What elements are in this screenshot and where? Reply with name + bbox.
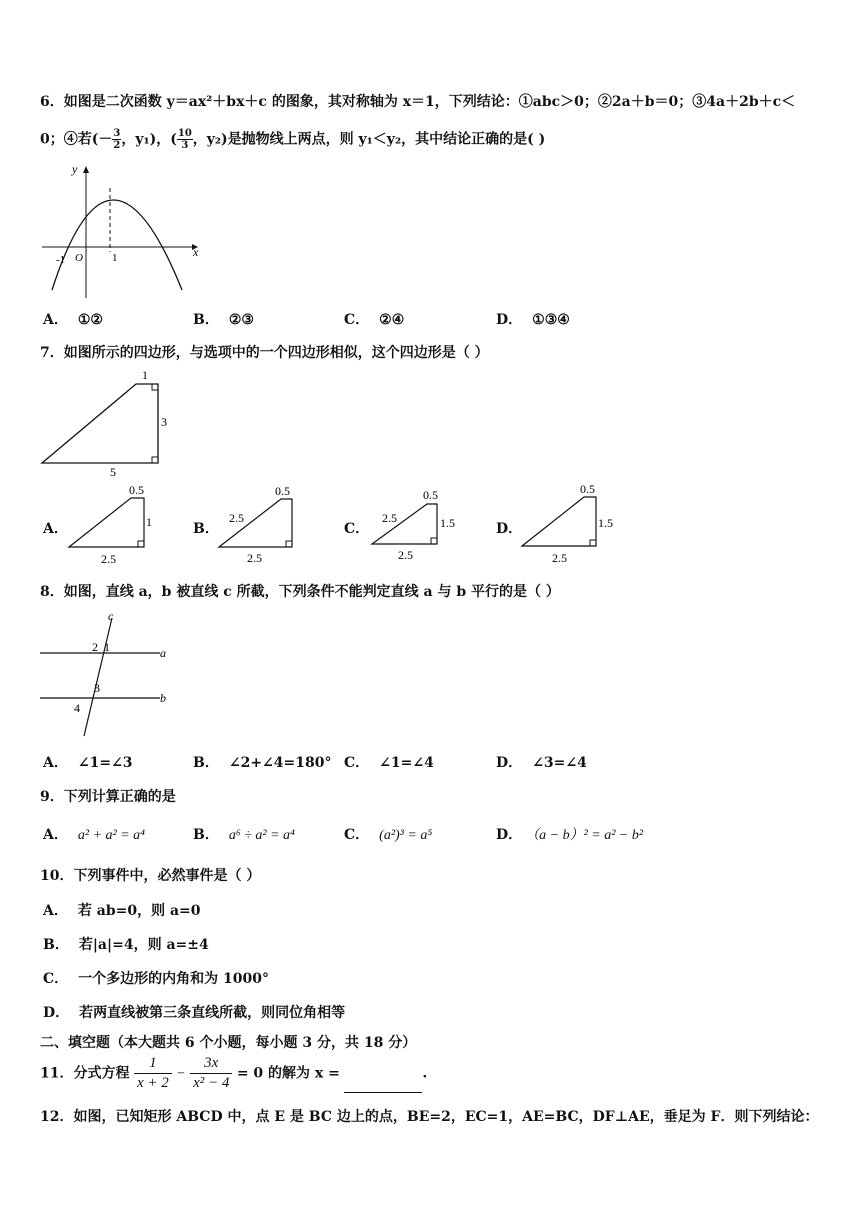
q8-angle-4-label: 4	[74, 701, 80, 715]
q6-one-label: 1	[112, 252, 118, 264]
q7-main-quadrilateral	[40, 368, 170, 478]
q6-y-label: y	[72, 162, 78, 176]
svg-text:1: 1	[146, 515, 152, 529]
svg-text:0.5: 0.5	[580, 482, 595, 496]
q8-angle-2-label: 2	[92, 640, 98, 654]
q9-option-a[interactable]: A． a² + a² = a⁴	[43, 827, 146, 843]
svg-text:2.5: 2.5	[247, 551, 262, 565]
q10-option-c[interactable]: C． 一个多边形的内角和为 1000°	[43, 971, 269, 987]
q11-prefix: 11．分式方程	[40, 1065, 130, 1082]
q6-origin-label: O	[75, 252, 83, 264]
q7-option-b-figure	[215, 482, 315, 567]
q6-line2-b: ，y₁)，(	[121, 131, 177, 148]
q6-line1: 6．如图是二次函数 y＝ax²＋bx＋c 的图象，其对称轴为 x＝1，下列结论：①abc＞0；②2a＋b＝0；③4a＋2b＋c＜	[40, 94, 796, 110]
q6-neg1-label: -1	[56, 254, 66, 266]
q6-y-arrow	[83, 166, 89, 173]
svg-text:1.5: 1.5	[598, 516, 613, 530]
q6-line2-a: 0；④若(－	[40, 131, 113, 148]
q7-main-top-label: 1	[142, 368, 148, 382]
q10-text: 10．下列事件中，必然事件是（ ）	[40, 868, 261, 884]
q6-fraction-2	[177, 128, 193, 151]
q6-f1-den: 2	[113, 140, 121, 151]
q6-fraction-1	[112, 128, 121, 151]
q11-answer-blank[interactable]	[344, 1078, 422, 1093]
q8-c-label: c	[108, 609, 114, 623]
q8-text: 8．如图，直线 a，b 被直线 c 所截，下列条件不能判定直线 a 与 b 平行的是（ ）	[40, 584, 560, 600]
q11-minus: −	[176, 1066, 186, 1082]
q6-f2-den: 3	[181, 140, 189, 151]
q6-option-d[interactable]: D． ①③④	[496, 312, 570, 328]
q7-option-a-figure	[65, 482, 165, 567]
q9-option-c[interactable]: C． (a²)³ = a⁵	[344, 827, 433, 843]
svg-text:2.5: 2.5	[382, 511, 397, 525]
q6-option-b[interactable]: B． ②③	[193, 312, 254, 328]
q9-option-d[interactable]: D． （a − b）² = a² − b²	[496, 827, 644, 843]
q6-x-label: x	[193, 245, 199, 259]
q11-fraction-1: $\frac{1}{x + 2}$	[134, 1054, 172, 1093]
q11-fraction-2: $\frac{3x}{\text{x² − 4}}$	[190, 1054, 232, 1093]
q9-text: 9．下列计算正确的是	[40, 789, 176, 805]
q7-text: 7．如图所示的四边形，与选项中的一个四边形相似，这个四边形是（ ）	[40, 345, 489, 361]
svg-text:2.5: 2.5	[398, 548, 413, 562]
svg-text:2.5: 2.5	[552, 551, 567, 565]
q8-line-c	[84, 618, 112, 736]
q6-option-a[interactable]: A． ①②	[43, 312, 103, 328]
q8-option-a[interactable]: A． ∠1=∠3	[43, 755, 133, 771]
q6-parabola-graph	[40, 160, 210, 300]
q7-option-b[interactable]: B．	[193, 521, 219, 537]
q8-a-label: a	[160, 646, 166, 660]
svg-text:2.5: 2.5	[101, 552, 116, 566]
svg-text:0.5: 0.5	[275, 484, 290, 498]
section-2-heading: 二、填空题（本大题共 6 个小题，每小题 3 分，共 18 分）	[40, 1035, 417, 1051]
q6-f2-num: 10	[177, 128, 192, 139]
q11-suffix: = 0 的解为 x =	[236, 1065, 340, 1082]
svg-text:1.5: 1.5	[440, 516, 455, 530]
q6-option-c[interactable]: C． ②④	[344, 312, 405, 328]
q10-option-d[interactable]: D． 若两直线被第三条直线所截，则同位角相等	[43, 1005, 346, 1021]
q6-line2-c: ，y₂)是抛物线上两点，则 y₁＜y₂，其中结论正确的是( )	[192, 131, 546, 148]
q11-line	[40, 1054, 427, 1093]
q7-option-c-figure	[366, 482, 466, 567]
svg-text:0.5: 0.5	[423, 488, 438, 502]
q6-f1-num: 3	[113, 128, 121, 139]
q7-option-c[interactable]: C．	[344, 521, 370, 537]
q8-option-c[interactable]: C． ∠1=∠4	[344, 755, 434, 771]
q10-option-b[interactable]: B． 若|a|=4，则 a=±4	[43, 937, 209, 953]
q8-parallel-lines-figure	[40, 608, 180, 738]
q12-text: 12．如图，已知矩形 ABCD 中，点 E 是 BC 边上的点，BE=2，EC=1，AE=BC，DF⊥AE，垂足为 F．则下列结论：	[40, 1109, 819, 1125]
svg-text:2.5: 2.5	[229, 511, 244, 525]
q11-end: .	[422, 1065, 428, 1082]
svg-text:0.5: 0.5	[129, 483, 144, 497]
q7-option-d[interactable]: D．	[496, 521, 523, 537]
q8-option-d[interactable]: D． ∠3=∠4	[496, 755, 587, 771]
q8-angle-3-label: 3	[94, 681, 100, 695]
q6-line2	[40, 128, 545, 151]
q7-option-a[interactable]: A．	[43, 521, 68, 537]
q8-angle-1-label: 1	[104, 640, 110, 654]
q8-b-label: b	[160, 691, 166, 705]
q8-option-b[interactable]: B． ∠2+∠4=180°	[193, 755, 332, 771]
q7-option-d-figure	[518, 482, 618, 567]
q9-option-b[interactable]: B． a⁶ ÷ a² = a⁴	[193, 827, 295, 843]
q7-main-bottom-label: 5	[110, 465, 116, 479]
q10-option-a[interactable]: A． 若 ab=0，则 a=0	[43, 903, 201, 919]
q6-parabola	[52, 200, 182, 290]
q7-main-right-label: 3	[161, 415, 167, 429]
